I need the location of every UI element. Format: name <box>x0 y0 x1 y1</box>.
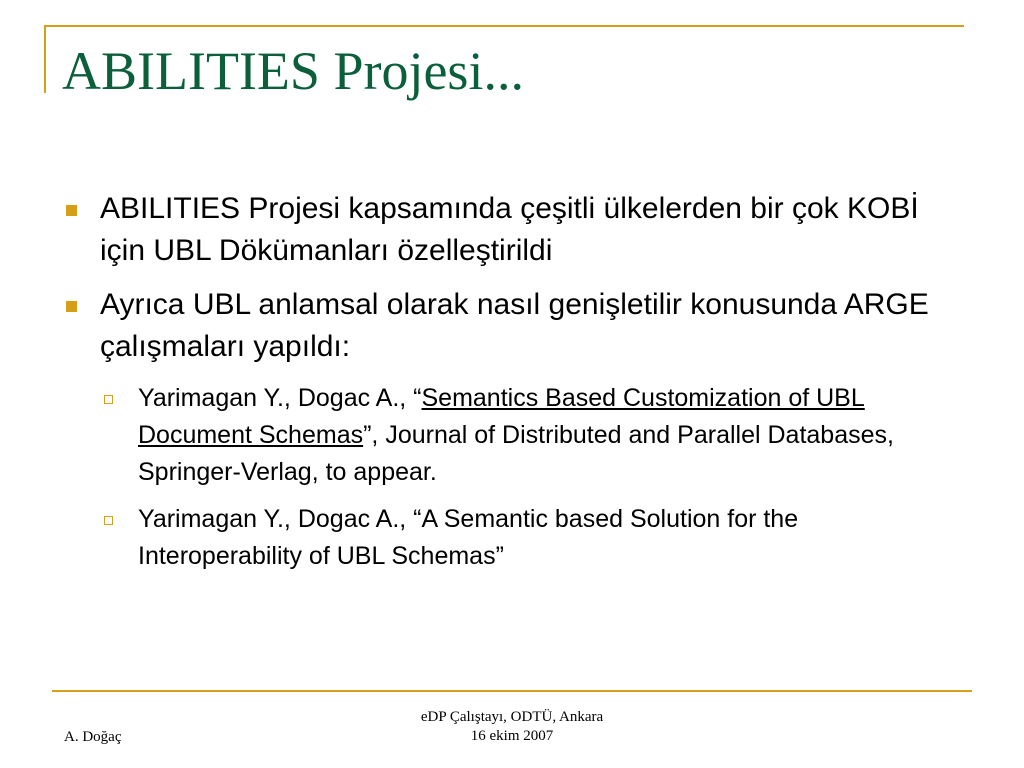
footer-event-info <box>412 708 612 746</box>
sub-bullet-suffix: ”, Journal of Distributed and Parallel Databases, Springer-Verlag, to appear. <box>138 421 894 486</box>
square-bullet-icon <box>66 205 77 216</box>
bullet-item <box>62 284 962 368</box>
paper-title-link[interactable]: Semantics Based Customization of UBL Document Schemas <box>138 384 865 449</box>
hollow-square-bullet-icon <box>104 516 113 525</box>
bullet-text: Ayrıca UBL anlamsal olarak nasıl genişletilir konusunda ARGE çalışmaları yapıldı: <box>100 288 929 363</box>
sub-bullet-item <box>62 501 962 575</box>
sub-bullet-item <box>62 380 962 491</box>
square-bullet-icon <box>66 301 77 312</box>
footer-event: eDP Çalıştayı, ODTÜ, Ankara <box>420 709 604 725</box>
sub-bullet-text: Yarimagan Y., Dogac A., “A Semantic based Solution for the Interoperability of UBL Schemas” <box>138 505 799 570</box>
footer-date: 16 ekim 2007 <box>470 728 554 744</box>
bullet-item <box>62 188 962 272</box>
sub-bullet-prefix: Yarimagan Y., Dogac A., “ <box>138 384 422 412</box>
footer-author: A. Doğaç <box>64 729 122 745</box>
footer-divider <box>52 690 972 692</box>
left-frame-line <box>44 25 46 93</box>
bullet-text: ABILITIES Projesi kapsamında çeşitli ülkelerden bir çok KOBİ için UBL Dökümanları özelleştirildi <box>100 192 919 267</box>
slide-title: ABILITIES Projesi... <box>62 41 524 101</box>
slide-content <box>62 188 962 585</box>
top-frame-line <box>44 25 964 27</box>
hollow-square-bullet-icon <box>104 395 113 404</box>
